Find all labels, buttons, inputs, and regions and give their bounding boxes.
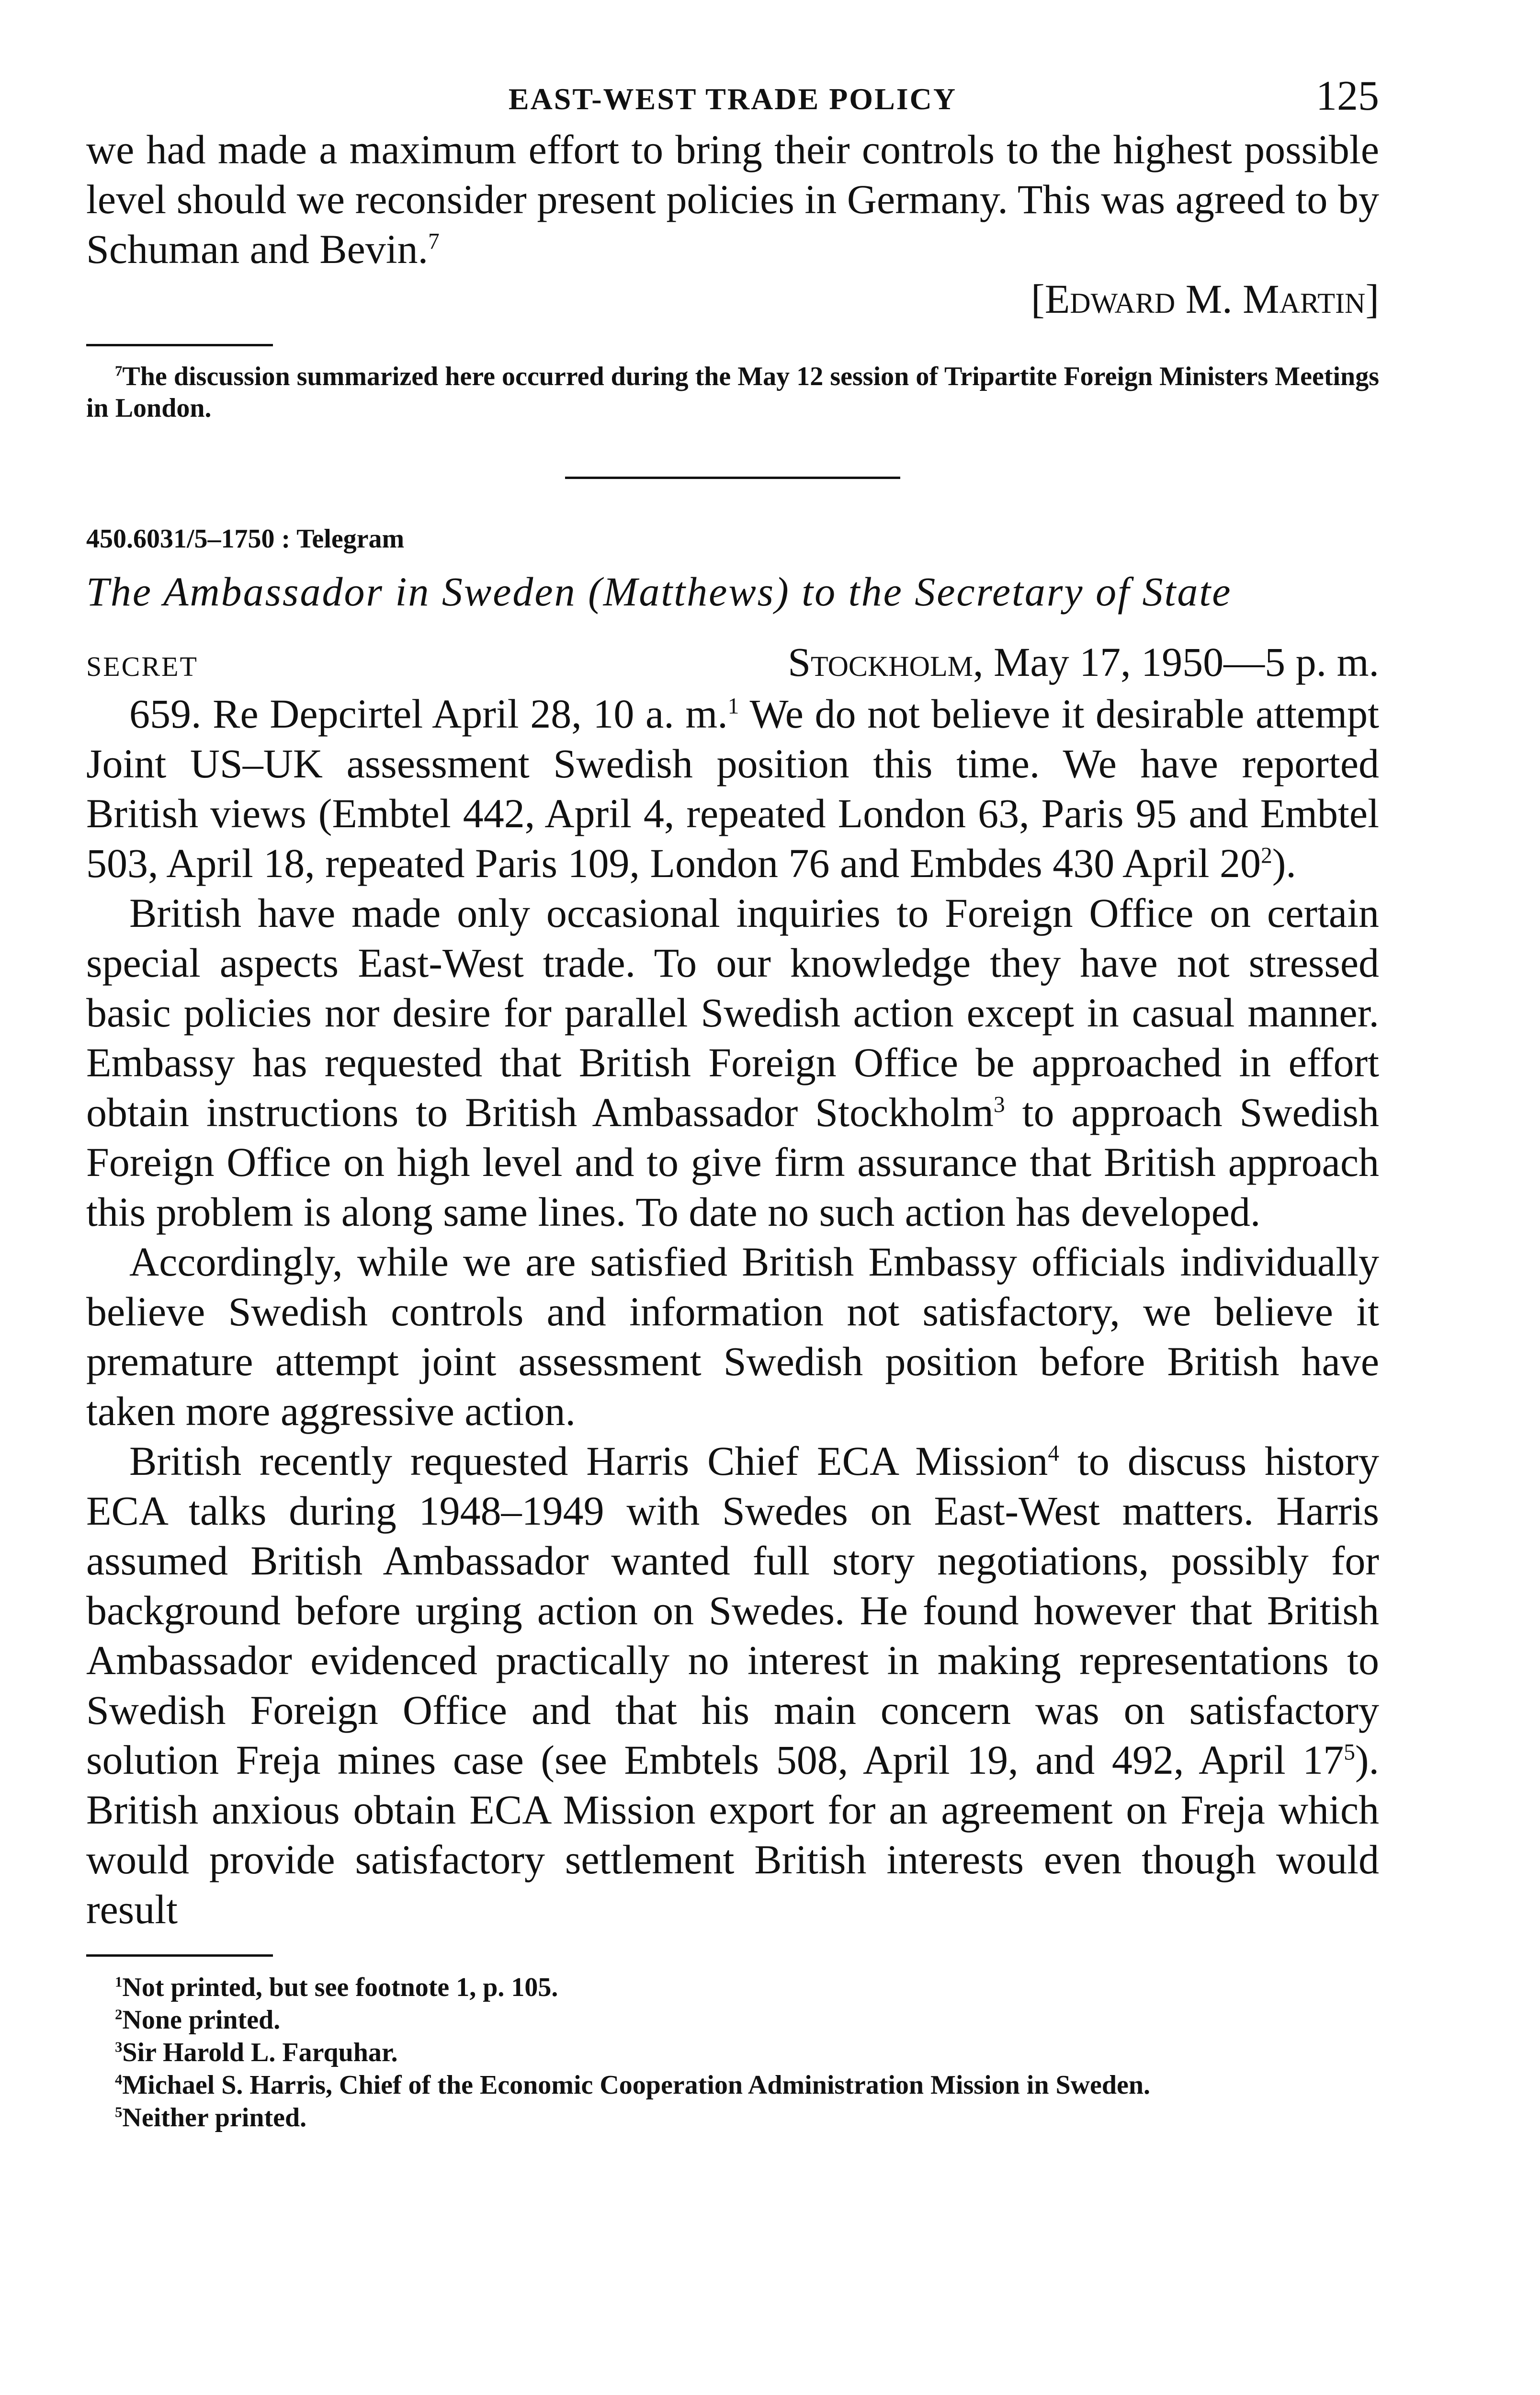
footnote-5 bbox=[86, 2101, 1379, 2134]
paragraph-1-text-a: 659. Re Depcirtel April 28, 10 a. m. bbox=[129, 691, 728, 737]
footnote-ref-2: 2 bbox=[1261, 843, 1272, 868]
document-page bbox=[86, 72, 1379, 2134]
signature-open-bracket: [ bbox=[1031, 276, 1045, 322]
footnote-mark: 3 bbox=[115, 2039, 123, 2055]
footnotes-divider bbox=[86, 1954, 273, 1957]
running-title: EAST-WEST TRADE POLICY bbox=[508, 82, 957, 116]
paragraph-1 bbox=[86, 689, 1379, 888]
footnote-ref-7: 7 bbox=[428, 229, 440, 254]
footnote-ref-5: 5 bbox=[1344, 1740, 1355, 1765]
signature-close-bracket: ] bbox=[1365, 276, 1379, 322]
paragraph-2 bbox=[86, 888, 1379, 1237]
running-head bbox=[86, 72, 1379, 125]
footnote-ref-1: 1 bbox=[727, 694, 739, 719]
classification-label: SECRET bbox=[86, 651, 198, 682]
paragraph-2-text-b: to approach Swedish Foreign Office on high level and to give firm assurance that British approach this problem is along same lines. To date no such action has developed. bbox=[86, 1089, 1380, 1235]
footnote-text: None printed. bbox=[122, 2005, 281, 2035]
footnote-divider bbox=[86, 344, 273, 346]
footnote-4 bbox=[86, 2069, 1379, 2101]
footnote-mark: 4 bbox=[115, 2071, 123, 2088]
footnote-2 bbox=[86, 2004, 1379, 2036]
paragraph-4-text-b: to discuss history ECA talks during 1948–1949 with Swedes on East-West matters. Harris assumed British Ambassador wanted full story negotiations, possibly for background before urging action on Swedes. He found however that British Ambassador evidenced practically no interest in making representations to Swedish Foreign Office and that his main concern was on satisfactory solution Freja mines case (see Embtels 508, April 19, and 492, April 17 bbox=[86, 1438, 1379, 1783]
paragraph-4 bbox=[86, 1436, 1379, 1934]
footnote-text: Sir Harold L. Farquhar. bbox=[122, 2038, 398, 2067]
footnote-text: Michael S. Harris, Chief of the Economic Cooperation Administration Mission in Sweden. bbox=[122, 2070, 1151, 2100]
paragraph-4-text-a: British recently requested Harris Chief ECA Mission bbox=[129, 1438, 1048, 1484]
footnote-text: The discussion summarized here occurred during the May 12 session of Tripartite Foreign Ministers Meetings in London. bbox=[86, 362, 1379, 423]
closing-paragraph-text: we had made a maximum effort to bring their controls to the highest possible level should we reconsider present policies in Germany. This was agreed to by Schuman and Bevin. bbox=[86, 126, 1379, 272]
footnote-ref-3: 3 bbox=[993, 1092, 1005, 1118]
footnote-text: Not printed, but see footnote 1, p. 105. bbox=[122, 1973, 558, 2002]
footnote-text: Neither printed. bbox=[122, 2103, 307, 2133]
footnote-mark: 2 bbox=[115, 2006, 123, 2023]
file-number: 450.6031/5–1750 : Telegram bbox=[86, 524, 405, 554]
footnote-mark: 5 bbox=[115, 2104, 123, 2121]
signature bbox=[86, 274, 1379, 324]
footnote-mark: 1 bbox=[115, 1973, 123, 1990]
signature-name: Edward M. Martin bbox=[1044, 276, 1366, 322]
place-date bbox=[788, 637, 1379, 687]
footnote-ref-4: 4 bbox=[1048, 1441, 1060, 1466]
document-title: The Ambassador in Sweden (Matthews) to the Secretary of State bbox=[86, 569, 1232, 615]
paragraph-4-text-c: ). British anxious obtain ECA Mission export for an agreement on Freja which would provide satisfactory settlement British interests even though would result bbox=[86, 1737, 1379, 1932]
paragraph-2-text-a: British have made only occasional inquiries to Foreign Office on certain special aspects East-West trade. To our knowledge they have not stressed basic policies nor desire for parallel Swedish action except in casual manner. Embassy has requested that British Foreign Office be approached in effort obtain instructions to British Ambassador Stockholm bbox=[86, 890, 1379, 1135]
footnotes bbox=[86, 1971, 1379, 2134]
footnote-mark: 7 bbox=[115, 363, 123, 379]
section-divider bbox=[565, 477, 900, 479]
paragraph-1-text-c: ). bbox=[1272, 840, 1296, 886]
paragraph-3: Accordingly, while we are satisfied British Embassy officials individually believe Swedish controls and information not satisfactory, we believe it premature attempt joint assessment Swedish position before British have taken more aggressive action. bbox=[86, 1239, 1379, 1434]
paragraph-1-text-b: We do not believe it desirable attempt Joint US–UK assessment Swedish position this time. We have reported British views (Embtel 442, April 4, repeated London 63, Paris 95 and Embtel 503, April 18, repeated Paris 109, London 76 and Embdes 430 April 20 bbox=[86, 691, 1379, 886]
date: , May 17, 1950—5 p. m. bbox=[973, 639, 1379, 685]
dateline bbox=[86, 637, 1379, 689]
footnote-3 bbox=[86, 2036, 1379, 2069]
page-number: 125 bbox=[1316, 73, 1379, 119]
footnote-1 bbox=[86, 1971, 1379, 2004]
footnote-7 bbox=[86, 361, 1379, 424]
previous-document-closing-paragraph bbox=[86, 125, 1379, 274]
place: Stockholm bbox=[788, 639, 973, 685]
